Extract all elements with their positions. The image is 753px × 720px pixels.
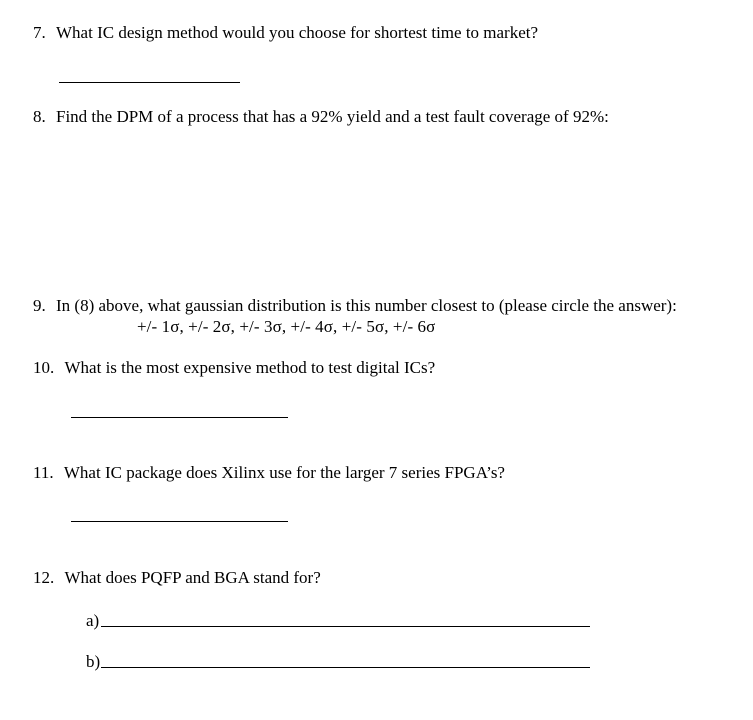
question-11 bbox=[33, 463, 505, 483]
question-10-answer-line[interactable] bbox=[71, 417, 288, 418]
question-9-choices[interactable]: +/- 1σ, +/- 2σ, +/- 3σ, +/- 4σ, +/- 5σ, +/- 6σ bbox=[137, 317, 436, 336]
question-8-text: Find the DPM of a process that has a 92% yield and a test fault coverage of 92%: bbox=[56, 107, 609, 126]
question-12-sub-a-answer-line[interactable] bbox=[101, 626, 590, 627]
question-12-text: What does PQFP and BGA stand for? bbox=[64, 568, 321, 587]
question-12-number: 12. bbox=[33, 568, 55, 587]
question-7-number: 7. bbox=[33, 23, 46, 42]
question-10 bbox=[33, 358, 435, 378]
question-8-number: 8. bbox=[33, 107, 46, 126]
question-12 bbox=[33, 568, 321, 588]
question-12-sub-b-answer-line[interactable] bbox=[101, 667, 590, 668]
question-7-answer-line[interactable] bbox=[59, 82, 240, 83]
question-8 bbox=[33, 107, 609, 127]
question-10-text: What is the most expensive method to test digital ICs? bbox=[64, 358, 436, 377]
question-12-sub-a-label: a) bbox=[86, 611, 100, 630]
question-10-number: 10. bbox=[33, 358, 55, 377]
question-9-text: In (8) above, what gaussian distribution is this number closest to (please circle the answer): bbox=[56, 296, 677, 315]
question-7 bbox=[33, 23, 538, 43]
question-7-text: What IC design method would you choose for shortest time to market? bbox=[56, 23, 539, 42]
question-12-sub-b-label: b) bbox=[86, 652, 101, 671]
question-9-number: 9. bbox=[33, 296, 46, 315]
question-11-text: What IC package does Xilinx use for the larger 7 series FPGA’s? bbox=[63, 463, 505, 482]
question-11-answer-line[interactable] bbox=[71, 521, 288, 522]
question-9 bbox=[33, 296, 677, 316]
question-11-number: 11. bbox=[33, 463, 54, 482]
